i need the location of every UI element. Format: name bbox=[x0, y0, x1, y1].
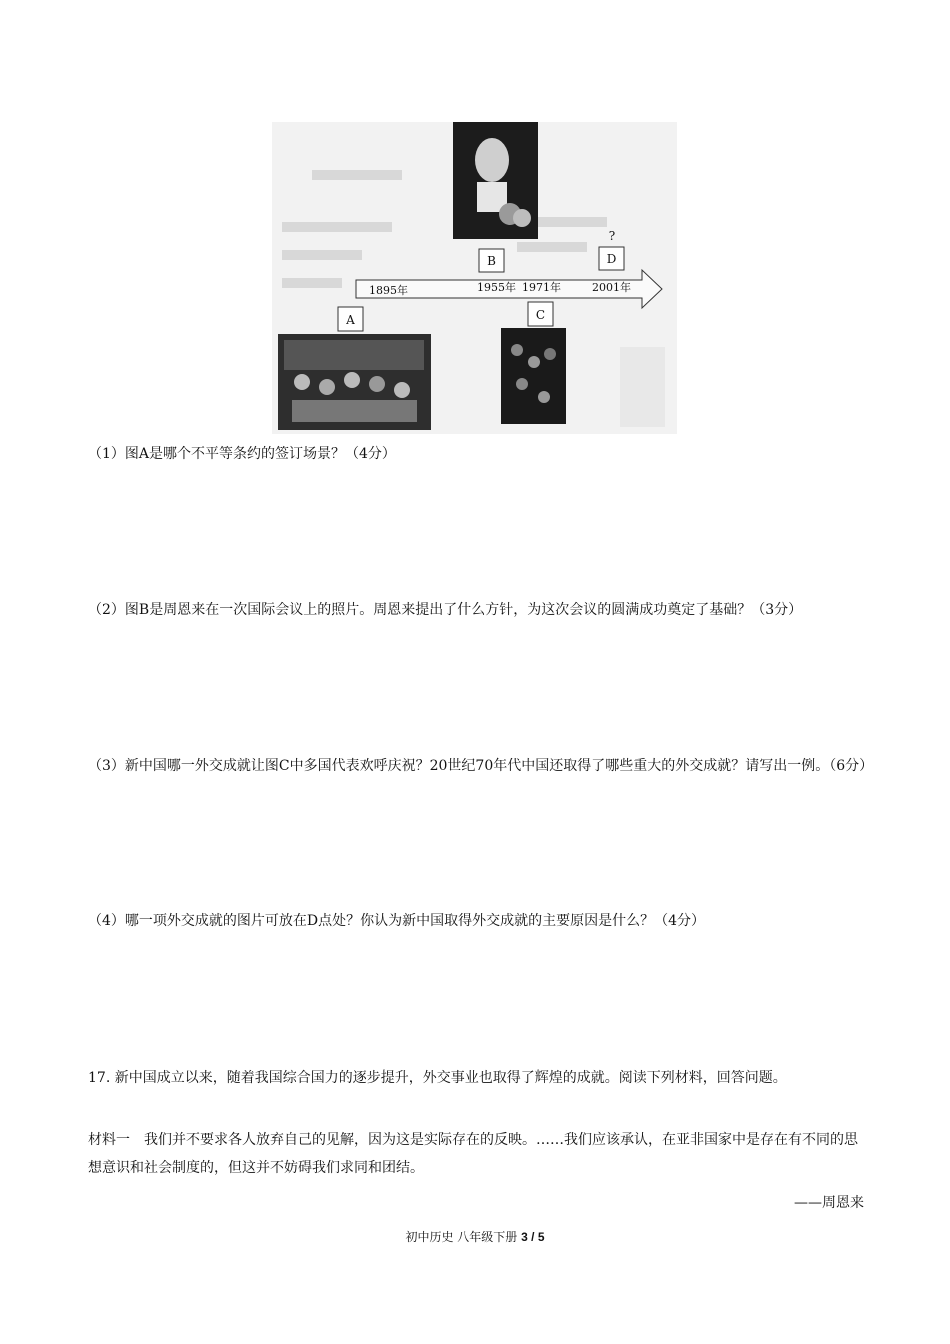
question-4: （4）哪一项外交成就的图片可放在D点处？你认为新中国取得外交成就的主要原因是什么？（4分） bbox=[88, 913, 706, 929]
year-1971: 1971年 bbox=[522, 281, 561, 294]
year-1955: 1955年 bbox=[477, 281, 516, 294]
photo-c-un-celebration bbox=[501, 328, 566, 424]
material-one: 材料一 我们并不要求各人放弃自己的见解，因为这是实际存在的反映。……我们应该承认，在亚非国家中是存在有不同的思想意识和社会制度的，但这并不妨碍我们求同和团结。 bbox=[88, 1132, 858, 1176]
photo-b-zhou-enlai bbox=[453, 122, 538, 239]
question-17-stem: 17. 新中国成立以来，随着我国综合国力的逐步提升，外交事业也取得了辉煌的成就。阅读下列材料，回答问题。 bbox=[88, 1070, 787, 1086]
photo-a-treaty-signing bbox=[278, 334, 431, 430]
footer-text: 初中历史 八年级下册 bbox=[405, 1230, 518, 1244]
label-d: D bbox=[606, 252, 617, 266]
page-number: 3 / 5 bbox=[521, 1230, 545, 1244]
question-2: （2）图B是周恩来在一次国际会议上的照片。周恩来提出了什么方针，为这次会议的圆满成功奠定了基础？（3分） bbox=[88, 602, 803, 618]
question-1: （1）图A是哪个不平等条约的签订场景？（4分） bbox=[88, 446, 396, 462]
timeline-diagram bbox=[272, 122, 677, 434]
year-1895: 1895年 bbox=[369, 284, 408, 297]
attribution: ——周恩来 bbox=[794, 1195, 864, 1211]
year-2001: 2001年 bbox=[592, 281, 631, 294]
page-footer bbox=[0, 1228, 950, 1245]
label-question-mark: ? bbox=[608, 229, 616, 243]
label-c: C bbox=[535, 308, 546, 322]
label-b: B bbox=[487, 254, 496, 268]
question-3: （3）新中国哪一外交成就让图C中多国代表欢呼庆祝？20世纪70年代中国还取得了哪些重大的外交成就？请写出一例。（6分） bbox=[88, 758, 874, 774]
timeline-figure bbox=[272, 122, 677, 434]
label-a: A bbox=[346, 313, 355, 327]
